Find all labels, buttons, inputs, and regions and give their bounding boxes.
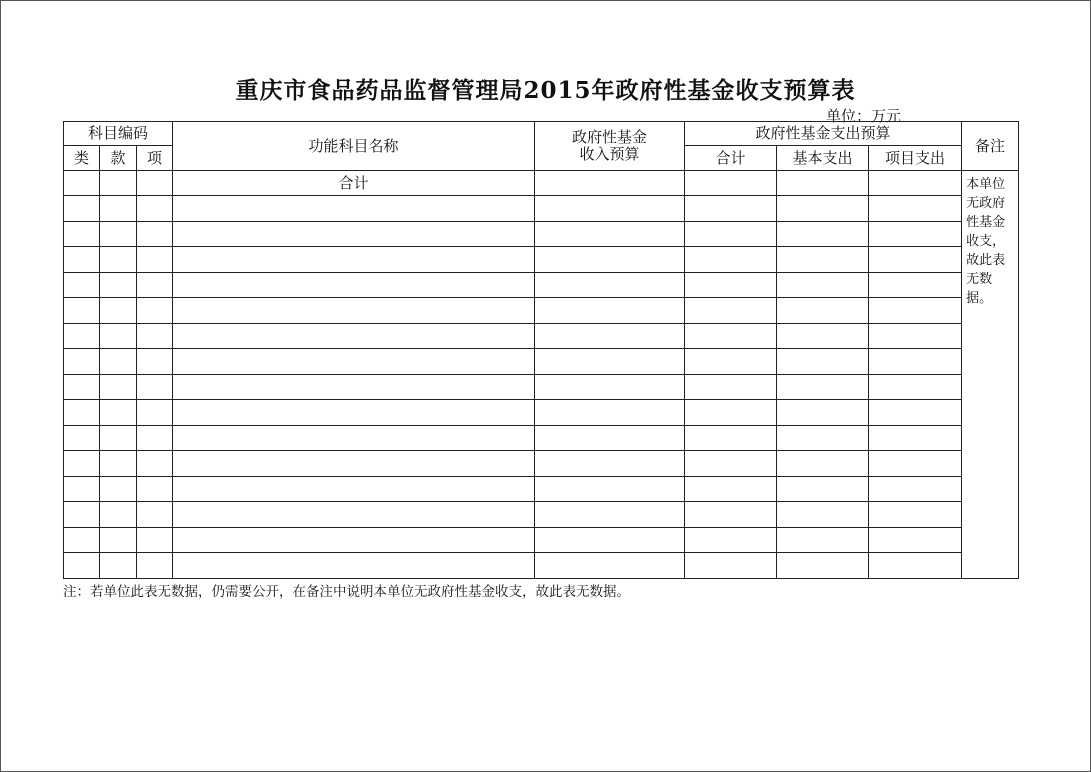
table-row	[64, 553, 1019, 579]
table-row	[64, 323, 1019, 349]
table-row	[64, 400, 1019, 426]
table-row	[64, 298, 1019, 324]
total-label: 合计	[173, 170, 535, 196]
footnote: 注：若单位此表无数据，仍需要公开，在备注中说明本单位无政府性基金收支，故此表无数据。	[63, 584, 630, 600]
header-row-1	[64, 122, 1019, 146]
budget-table	[63, 121, 1019, 579]
header-function-name: 功能科目名称	[173, 122, 535, 171]
table-row	[64, 502, 1019, 528]
header-expense-total: 合计	[685, 146, 777, 170]
header-expense-project: 项目支出	[869, 146, 962, 170]
page-title: 重庆市食品药品监督管理局2015年政府性基金收支预算表	[235, 77, 856, 104]
header-expense-basic: 基本支出	[777, 146, 869, 170]
table-row	[64, 170, 1019, 196]
header-expense-group: 政府性基金支出预算	[685, 122, 962, 146]
header-subject-code: 科目编码	[64, 122, 173, 146]
table-row	[64, 451, 1019, 477]
table-row	[64, 272, 1019, 298]
table-row	[64, 476, 1019, 502]
header-income-line1: 政府性基金	[572, 128, 648, 147]
table-row	[64, 221, 1019, 247]
header-lei: 类	[64, 146, 100, 170]
table-row	[64, 425, 1019, 451]
header-remarks: 备注	[962, 122, 1019, 171]
header-income-budget	[535, 122, 685, 171]
header-income-line2: 收入预算	[579, 144, 640, 163]
table-row	[64, 349, 1019, 375]
table-row	[64, 247, 1019, 273]
header-kuan: 款	[100, 146, 137, 170]
unit-label: 单位：万元	[826, 107, 902, 125]
table-row	[64, 374, 1019, 400]
table-row	[64, 196, 1019, 222]
table-row	[64, 527, 1019, 553]
header-xiang: 项	[137, 146, 173, 170]
remarks-cell: 本单位无政府性基金收支，故此表无数据。	[962, 170, 1019, 578]
